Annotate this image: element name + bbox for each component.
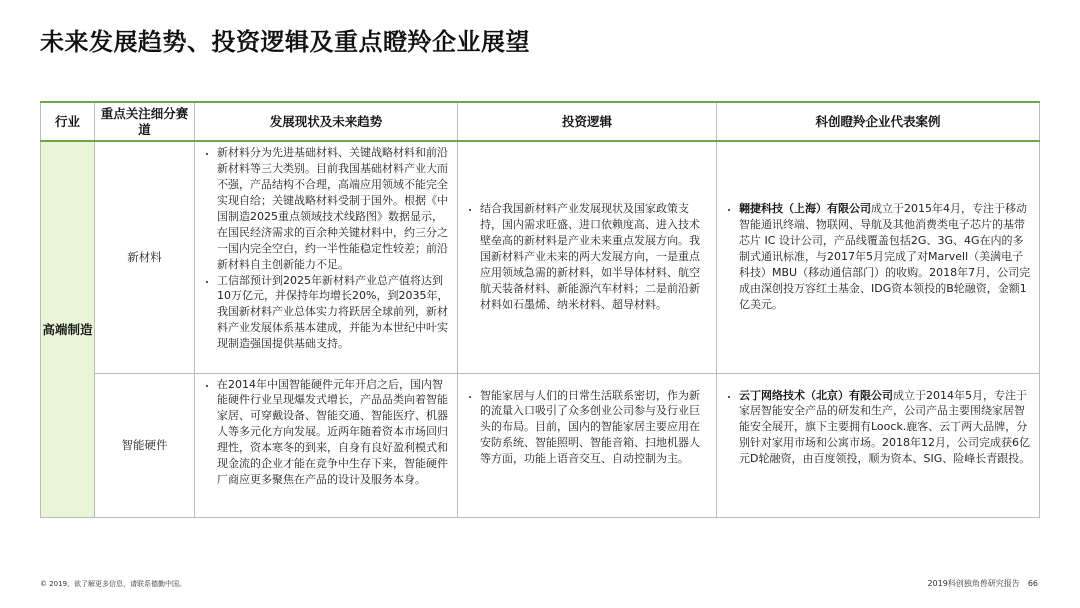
case-company: 云丁网络技术（北京）有限公司 <box>739 388 893 402</box>
header-industry: 行业 <box>41 102 95 141</box>
table-header-row <box>41 102 1040 141</box>
logic-cell <box>458 373 717 518</box>
case-cell <box>717 373 1040 518</box>
header-logic: 投资逻辑 <box>458 102 717 141</box>
footer-report-title: 2019科创独角兽研究报告 <box>927 579 1020 588</box>
header-segment: 重点关注细分赛道 <box>95 102 195 141</box>
case-cell <box>717 141 1040 373</box>
page-number: 66 <box>1027 579 1038 588</box>
header-status: 发展现状及未来趋势 <box>195 102 458 141</box>
logic-cell <box>458 141 717 373</box>
footer-report <box>927 578 1038 589</box>
table-row <box>41 141 1040 373</box>
segment-cell: 新材料 <box>95 141 195 373</box>
segment-cell: 智能硬件 <box>95 373 195 518</box>
case-bullet <box>739 388 1033 468</box>
case-text: 成立于2014年5月，专注于家居智能安全产品的研发和生产，公司产品主要围绕家居智能安全展开，旗下主要拥有Loock.鹿客、云丁两大品牌，分别针对家用市场和公寓市场。2018年12月，公司完成获6亿元D轮融资，由百度领投，顺为资本、SIG、险峰长青跟投。 <box>739 388 1031 466</box>
status-bullet: • 工信部预计到2025年新材料产业总产值将达到10万亿元，并保持年均增长20%，到2035年，我国新材料产业总体实力将跃居全球前列，新材料产业发展体系基本建成，并能为本世纪中叶实现制造强国提供基础支持。 <box>217 273 451 353</box>
case-bullet <box>739 201 1033 313</box>
industry-cell: 高端制造 <box>41 141 95 518</box>
case-company: 翱捷科技（上海）有限公司 <box>739 202 871 216</box>
status-cell <box>195 373 458 518</box>
trend-table <box>40 101 1040 518</box>
table-row <box>41 373 1040 518</box>
logic-bullet: • 智能家居与人们的日常生活联系密切，作为新的流量入口吸引了众多创业公司参与及行业巨头的布局。目前，国内的智能家居主要应用在安防系统、智能照明、智能音箱、扫地机器人等方面，功能上语音交互、自动控制为主。 <box>480 388 710 468</box>
case-text: 成立于2015年4月，专注于移动智能通讯终端、物联网、导航及其他消费类电子芯片的基带芯片 IC 设计公司，产品线覆盖包括2G、3G、4G在内的多制式通讯标准，与2017年5月完成了对Marvell（美满电子科技）MBU（移动通信部门）的收购。2018年7月，公司完成由深创投万容红土基金、IDG资本领投的B轮融资，金额1亿美元。 <box>739 202 1031 312</box>
footer-copyright: © 2019。欲了解更多信息，请联系德勤中国。 <box>40 580 187 588</box>
status-cell <box>195 141 458 373</box>
page-title: 未来发展趋势、投资逻辑及重点瞪羚企业展望 <box>40 28 530 56</box>
status-bullet: • 在2014年中国智能硬件元年开启之后，国内智能硬件行业呈现爆发式增长，产品品类向着智能家居、可穿戴设备、智能交通、智能医疗、机器人等多元化方向发展。近两年随着资本市场回归理性，资本寒冬的到来，自身有良好盈利模式和现金流的企业才能在竞争中生存下来，智能硬件厂商应更多聚焦在产品的设计及服务本身。 <box>217 377 451 489</box>
status-bullet: • 新材料分为先进基础材料、关键战略材料和前沿新材料等三大类别。目前我国基础材料产业大而不强，产品结构不合理，高端应用领域不能完全实现自给；关键战略材料受制于国外。根据《中国制造2025重点领域技术线路图》数据显示，在国民经济需求的百余种关键材料中，约三分之一国内完全空白，约一半性能稳定性较差；前沿新材料自主创新能力不足。 <box>217 145 451 273</box>
header-cases: 科创瞪羚企业代表案例 <box>717 102 1040 141</box>
logic-bullet: • 结合我国新材料产业发展现状及国家政策支持，国内需求旺盛、进口依赖度高、进入技术壁垒高的新材料是产业未来重点发展方向。我国新材料产业未来的两大发展方向，一是重点应用领域急需的新材料，如半导体材料、航空航天装备材料、新能源汽车材料；二是前沿新材料如石墨烯、纳米材料、超导材料。 <box>480 201 710 313</box>
